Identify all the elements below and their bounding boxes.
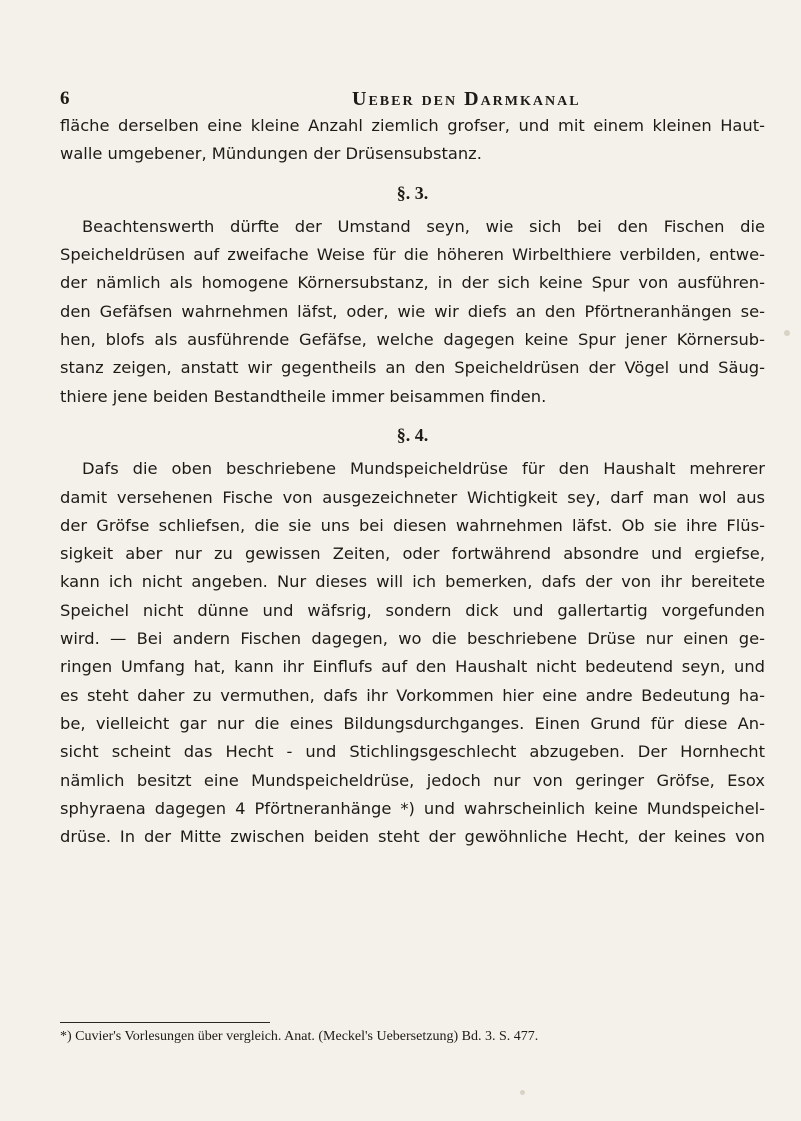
text-line: fläche derselben eine kleine Anzahl ziemlich grofser, und mit einem kleinen Haut- — [60, 116, 765, 135]
footnote: *) Cuvier's Vorlesungen über vergleich. Anat. (Meckel's Uebersetzung) Bd. 3. S. 477. — [60, 1029, 539, 1044]
section-heading: §. 3. — [396, 182, 429, 203]
text-line: stanz zeigen, anstatt wir gegentheils an den Speicheldrüsen der Vögel und Säug- — [60, 358, 765, 378]
text-line: der Gröfse schliefsen, die sie uns bei diesen wahrnehmen läfst. Ob sie ihre Flüs- — [60, 515, 765, 535]
text-line: be, vielleicht gar nur die eines Bildungsdurchganges. Einen Grund für diese An- — [60, 713, 765, 733]
text-line: sphyraena dagegen 4 Pförtneranhänge *) und wahrscheinlich keine Mundspeichel- — [60, 798, 765, 818]
text-line: drüse. In der Mitte zwischen beiden steht der gewöhnliche Hecht, der keines von — [60, 827, 765, 847]
paper-stain — [520, 1090, 525, 1095]
page-number: 6 — [60, 88, 70, 109]
text-line: Beachtenswerth dürfte der Umstand seyn, wie sich bei den Fischen die — [82, 216, 765, 236]
text-line: wird. — Bei andern Fischen dagegen, wo die beschriebene Drüse nur einen ge- — [60, 629, 765, 649]
text-line: kann ich nicht angeben. Nur dieses will ich bemerken, dafs der von ihr bereitete — [60, 572, 765, 592]
text-line: Dafs die oben beschriebene Mundspeicheldrüse für den Haushalt mehrerer — [82, 459, 765, 479]
page-header — [60, 88, 750, 114]
text-line: damit versehenen Fische von ausgezeichneter Wichtigkeit sey, darf man wol aus — [60, 487, 765, 507]
text-line: ringen Umfang hat, kann ihr Einflufs auf den Haushalt nicht bedeutend seyn, und — [60, 657, 765, 677]
paper-stain — [784, 330, 790, 336]
text-line: Speicheldrüsen auf zweifache Weise für die höheren Wirbelthiere verbilden, entwe- — [60, 245, 765, 265]
body-text — [60, 112, 765, 851]
running-head: Ueber den Darmkanal — [352, 88, 581, 110]
text-line: sigkeit aber nur zu gewissen Zeiten, oder fortwährend absondre und ergiefse, — [60, 544, 765, 564]
text-line: Speichel nicht dünne und wäfsrig, sondern dick und gallertartig vorgefunden — [60, 600, 765, 620]
text-line: thiere jene beiden Bestandtheile immer beisammen finden. — [60, 386, 547, 406]
section-heading: §. 4. — [396, 424, 429, 445]
text-line: es steht daher zu vermuthen, dafs ihr Vorkommen hier eine andre Bedeutung ha- — [60, 685, 765, 705]
text-line: hen, blofs als ausführende Gefäfse, welche dagegen keine Spur jener Körnersub- — [60, 330, 765, 350]
text-line: nämlich besitzt eine Mundspeicheldrüse, jedoch nur von geringer Gröfse, Esox — [60, 770, 765, 790]
text-line: walle umgebener, Mündungen der Drüsensubstanz. — [60, 144, 482, 164]
footnote-rule — [60, 1022, 270, 1023]
text-line: den Gefäfsen wahrnehmen läfst, oder, wie wir diefs an den Pförtneranhängen se- — [60, 301, 765, 321]
text-line: sicht scheint das Hecht - und Stichlingsgeschlecht abzugeben. Der Hornhecht — [60, 742, 765, 762]
text-line: der nämlich als homogene Körnersubstanz, in der sich keine Spur von ausführen- — [60, 273, 765, 293]
